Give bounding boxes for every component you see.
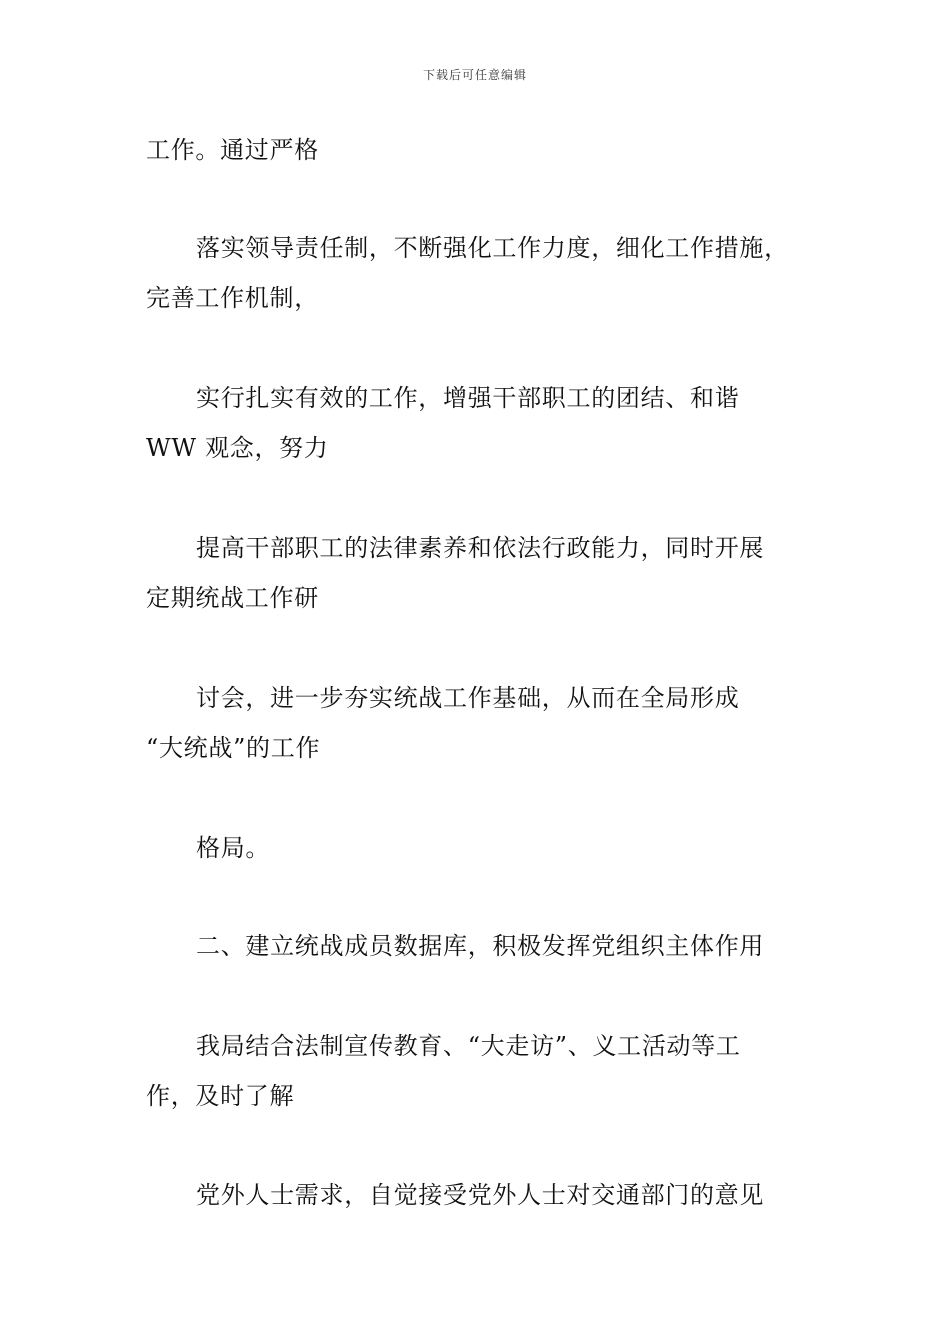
paragraph-6: [146, 823, 812, 873]
paragraph-line: 作，及时了解: [146, 1082, 295, 1110]
paragraph-line: 定期统战工作研: [146, 584, 319, 612]
paragraph-line: 格局。: [196, 834, 271, 862]
paragraph-4: [146, 523, 812, 623]
paragraph-9: [146, 1170, 812, 1220]
paragraph-2: [146, 223, 812, 323]
paragraph-5: [146, 673, 812, 773]
paragraph-line: 我局结合法制宣传教育、“大走访”、义工活动等工: [196, 1032, 741, 1060]
paragraph-line: 提高干部职工的法律素养和依法行政能力，同时开展: [196, 534, 765, 562]
paragraph-line: 二、建立统战成员数据库，积极发挥党组织主体作用: [196, 932, 765, 960]
paragraph-line: 完善工作机制，: [146, 284, 319, 312]
paragraph-line: WW 观念，努力: [146, 434, 329, 462]
paragraph-line: 讨会，进一步夯实统战工作基础，从而在全局形成: [196, 684, 740, 712]
paragraph-1: [146, 125, 812, 175]
section-heading: [146, 921, 812, 971]
paragraph-line: “大统战”的工作: [146, 734, 321, 762]
paragraph-line: 落实领导责任制，不断强化工作力度，细化工作措施，: [196, 234, 789, 262]
paragraph-3: [146, 373, 812, 473]
paragraph-line: 实行扎实有效的工作，增强干部职工的团结、和谐: [196, 384, 740, 412]
paragraph-8: [146, 1021, 812, 1121]
paragraph-line: 党外人士需求，自觉接受党外人士对交通部门的意见: [196, 1181, 765, 1209]
paragraph-line: 工作。通过严格: [146, 136, 319, 164]
header-note: 下载后可任意编辑: [422, 68, 527, 82]
